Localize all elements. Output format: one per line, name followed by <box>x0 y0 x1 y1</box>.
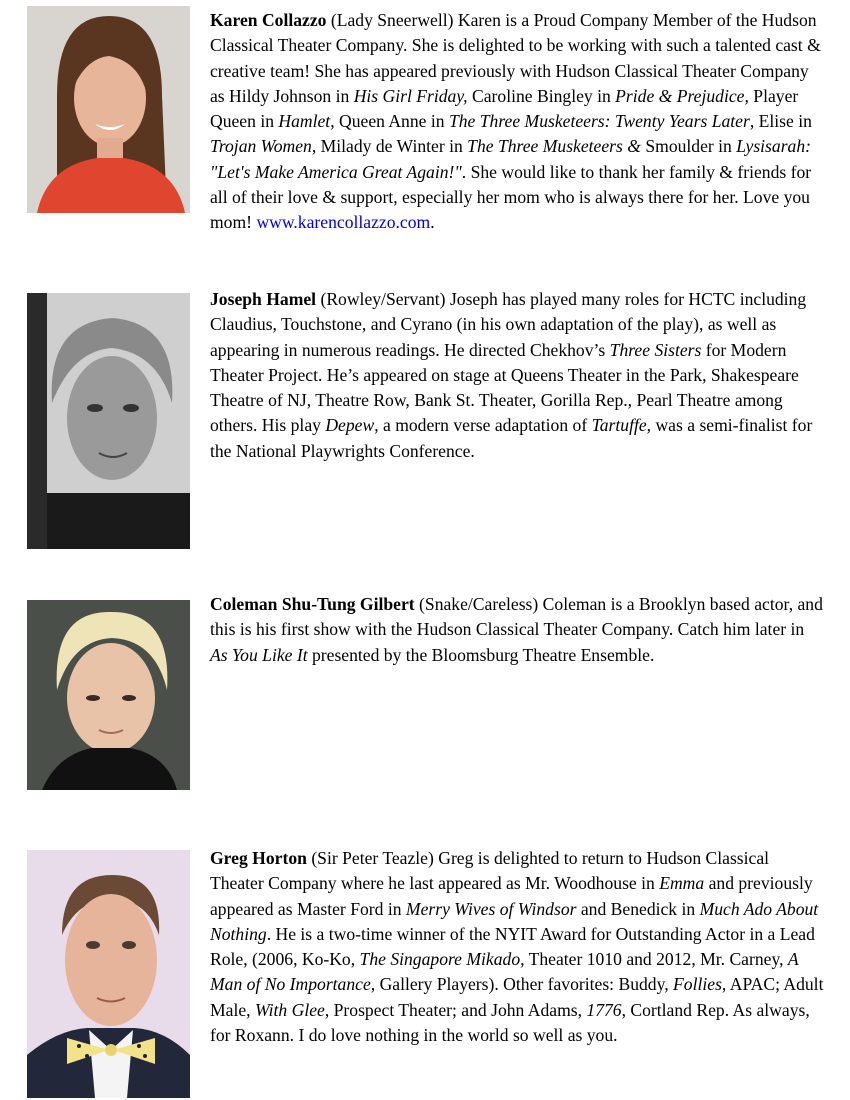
bio-text-segment: for Modern Theater Project. He’s appeared on stage at Queens Theater in the Park, Shakespeare Theatre of NJ, Theatre Row, Bank St. Theater, Gorilla Rep., Pearl Theatre among others. His play <box>210 339 799 436</box>
bio-text-segment: (Rowley/Servant) Joseph has played many roles for HCTC including Claudius, Touchstone, and Cyrano (in his own adaptation of the play), as well as appearing in numerous readings. He directed Chekhov’s <box>210 289 807 360</box>
production-title: A Man of No Importance, <box>210 949 799 995</box>
bio-text-segment: . She would like to thank her family & friends for all of their love & support, especially her mom who is always there for her. Love you mom! <box>210 161 812 233</box>
headshot-photo <box>27 850 190 1098</box>
bio-text-segment: Player Queen in <box>210 85 799 132</box>
bio-text-segment: Smoulder in <box>640 136 737 157</box>
production-title: His Girl Friday, <box>353 85 468 106</box>
bio-text-segment: , APAC; Adult Male, <box>210 974 824 1020</box>
production-title: Emma <box>659 873 705 894</box>
bio-text-segment: Theater 1010 and 2012, Mr. Carney, <box>524 949 788 970</box>
actor-name: Joseph Hamel <box>210 289 317 309</box>
bio-text <box>210 846 825 1048</box>
production-title: 1776 <box>586 999 622 1020</box>
production-title: The Singapore Mikado, <box>359 949 525 970</box>
production-title: Lysisarah: "Let's Make America Great Again!" <box>210 136 811 182</box>
bio-text <box>210 8 825 236</box>
bio-text-segment: . He is a two-time winner of the NYIT Award for Outstanding Actor in a Lead Role, (2006, Ko-Ko, <box>210 923 815 970</box>
bio-text <box>210 287 825 464</box>
bio-text-segment: , Prospect Theater; and John Adams, <box>324 999 587 1020</box>
production-title: Tartuffe, <box>591 415 652 436</box>
actor-name: Greg Horton <box>210 848 307 868</box>
bio-text-segment: and Benedick in <box>576 898 700 919</box>
actor-name: Karen Collazzo <box>210 10 327 30</box>
bio-text-segment: , Cortland Rep. As always, for Roxann. I do love nothing in the world so well as you. <box>210 999 810 1046</box>
bio-text-segment: and previously appeared as Master Ford in <box>210 873 813 919</box>
production-title: The Three Musketeers & <box>467 136 641 157</box>
bio-text-segment: (Snake/Careless) Coleman is a Brooklyn based actor, and this is his first show with the Hudson Classical Theater Company. Catch him later in <box>210 594 823 640</box>
production-title: As You Like It <box>210 644 308 665</box>
bio-text <box>210 592 825 668</box>
production-title: Follies <box>673 974 722 995</box>
production-title: Trojan Women, <box>210 136 317 157</box>
actor-name: Coleman Shu-Tung Gilbert <box>210 594 415 614</box>
bio-text-segment: (Sir Peter Teazle) Greg is delighted to return to Hudson Classical Theater Company where he last appeared as Mr. Woodhouse in <box>210 848 770 894</box>
bio-text-segment: (Lady Sneerwell) Karen is a Proud Company Member of the Hudson Classical Theater Company. She is delighted to be working with such a talented cast & creative team! She has appeared previously with Hudson Classical Theater Company as Hildy Johnson in <box>210 10 821 106</box>
headshot-photo <box>27 293 190 549</box>
production-title: Three Sisters <box>609 339 702 360</box>
bio-text-segment: , Elise in <box>749 111 812 132</box>
production-title: Depew <box>325 415 375 436</box>
headshot-photo <box>27 6 190 213</box>
bio-text-segment: was a semi-finalist for the National Playwrights Conference. <box>210 415 813 461</box>
production-title: Pride & Prejudice, <box>615 85 749 106</box>
bio-text-segment: Gallery Players). Other favorites: Buddy, <box>375 974 674 995</box>
production-title: Merry Wives of Windsor <box>405 898 577 919</box>
website-link[interactable]: www.karencollazzo.com <box>256 212 431 233</box>
production-title: Much Ado About Nothing <box>210 898 819 944</box>
bio-text-segment: presented by the Bloomsburg Theatre Ensemble. <box>307 644 655 665</box>
bio-text-segment: , a modern verse adaptation of <box>374 415 592 436</box>
production-title: Hamlet, <box>278 111 335 132</box>
bio-text-segment: Milady de Winter in <box>316 136 468 157</box>
bio-text-segment: Caroline Bingley in <box>467 85 616 106</box>
production-title: With Glee <box>254 999 325 1020</box>
headshot-photo <box>27 600 190 790</box>
production-title: The Three Musketeers: Twenty Years Later <box>448 111 750 132</box>
bio-text-segment: . <box>430 212 435 233</box>
bio-text-segment: Queen Anne in <box>334 111 449 132</box>
